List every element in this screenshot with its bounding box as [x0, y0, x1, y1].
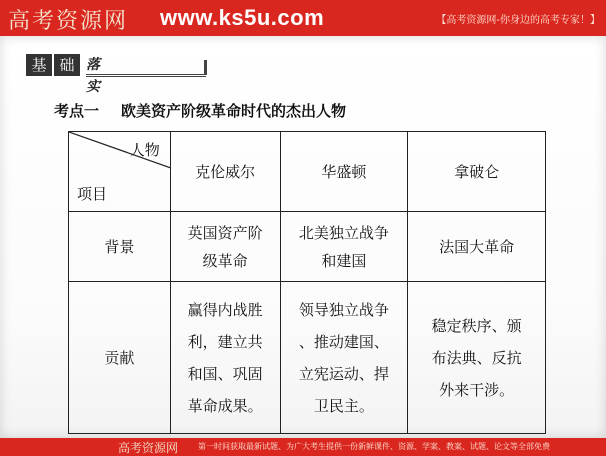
section-char-2: 础 — [54, 54, 80, 76]
table-cell — [408, 212, 546, 282]
column-header: 克伦威尔 — [170, 132, 280, 212]
brand-logo-text: 高考资源网 — [8, 9, 129, 34]
cell-line: 领导独立战争 — [298, 300, 389, 319]
cell-line: 立宪运动、捍 — [298, 364, 389, 383]
slogan: 【高考资源网-你身边的高考专家！】 — [436, 15, 600, 26]
section-tail: 落实 — [86, 57, 100, 95]
section-char-1: 基 — [26, 54, 52, 76]
footer-text: 第一时间获取最新试题、为广大考生提供一份新鲜课件、资源、学案、教案、试题、论文等全部免费 — [198, 442, 550, 451]
footer-brand: 高考资源网 — [118, 441, 179, 455]
topic-label: 考点一 — [54, 102, 100, 120]
table-cell — [408, 282, 546, 434]
row-label: 背景 — [69, 212, 171, 282]
cell-line: 利，建立共 — [187, 332, 263, 351]
table-row-contribution — [69, 282, 546, 434]
cell-line: 和建国 — [321, 251, 367, 270]
table-header-row — [69, 132, 546, 212]
column-header: 华盛顿 — [280, 132, 408, 212]
cell-line: 卫民主。 — [313, 396, 374, 415]
site-url[interactable]: www.ks5u.com — [160, 5, 325, 30]
cell-line: 外来干涉。 — [439, 380, 515, 399]
table-cell — [280, 212, 408, 282]
figures-table — [68, 131, 546, 434]
table-cell — [170, 282, 280, 434]
corner-top-label: 人物 — [129, 141, 160, 159]
table-corner-cell — [69, 132, 171, 212]
cell-line: 布法典、反抗 — [431, 348, 522, 367]
section-rule-end — [204, 60, 207, 75]
topic-title — [54, 100, 346, 121]
table-cell — [170, 212, 280, 282]
table-cell — [280, 282, 408, 434]
cell-line: 法国大革命 — [439, 237, 515, 256]
footer-banner — [0, 438, 606, 456]
topic-text: 欧美资产阶级革命时代的杰出人物 — [121, 102, 347, 120]
section-rule — [86, 74, 206, 77]
cell-line: 和国、巩固 — [187, 364, 263, 383]
cell-line: 、推动建国、 — [298, 332, 389, 351]
cell-line: 赢得内战胜 — [187, 300, 263, 319]
cell-line: 英国资产阶 — [187, 223, 263, 242]
cell-line: 级革命 — [202, 251, 248, 270]
cell-line: 稳定秩序、颁 — [431, 316, 522, 335]
cell-line: 革命成果。 — [187, 396, 263, 415]
cell-line: 北美独立战争 — [298, 223, 389, 242]
row-label: 贡献 — [69, 282, 171, 434]
header-banner — [0, 0, 606, 36]
corner-bottom-label: 项目 — [77, 185, 108, 203]
table-row-background — [69, 212, 546, 282]
column-header: 拿破仑 — [408, 132, 546, 212]
